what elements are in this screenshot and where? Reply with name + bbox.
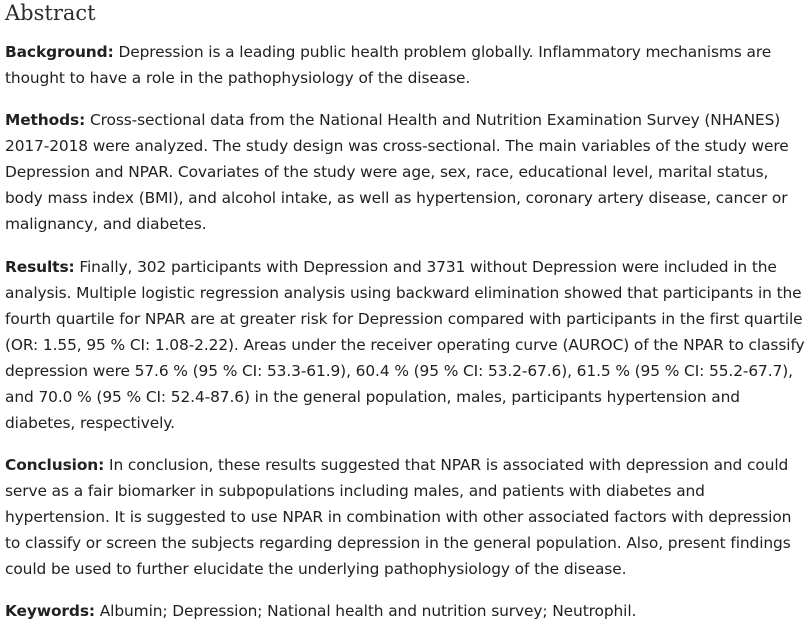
conclusion-paragraph [5, 452, 805, 582]
results-paragraph [5, 254, 805, 436]
abstract-section [5, 0, 805, 624]
conclusion-label: Conclusion: [5, 456, 105, 474]
conclusion-text: In conclusion, these results suggested that NPAR is associated with depression and could serve as a fair biomarker in subpopulations including males, and patients with diabetes and hypertension. It is suggested to use NPAR in combination with other associated factors with depression to classify or screen the subjects regarding depression in the general population. Also, present findings could be used to further elucidate the underlying pathophysiology of the disease. [5, 456, 792, 578]
background-label: Background: [5, 43, 114, 61]
results-text: Finally, 302 participants with Depression and 3731 without Depression were included in the analysis. Multiple logistic regression analysis using backward elimination showed that participants in the fourth quartile for NPAR are at greater risk for Depression compared with participants in the first quartile (OR: 1.55, 95 % CI: 1.08-2.22). Areas under the receiver operating curve (AUROC) of the NPAR to classify depression were 57.6 % (95 % CI: 53.3-61.9), 60.4 % (95 % CI: 53.2-67.6), 61.5 % (95 % CI: 55.2-67.7), and 70.0 % (95 % CI: 52.4-87.6) in the general population, males, participants hypertension and diabetes, respectively. [5, 258, 805, 432]
keywords-paragraph [5, 598, 805, 624]
keywords-label: Keywords: [5, 602, 95, 620]
results-label: Results: [5, 258, 75, 276]
methods-text: Cross-sectional data from the National Health and Nutrition Examination Survey (NHANES) 2017-2018 were analyzed. The study design was cross-sectional. The main variables of the study were Depression and NPAR. Covariates of the study were age, sex, race, educational level, marital status, body mass index (BMI), and alcohol intake, as well as hypertension, coronary artery disease, cancer or malignancy, and diabetes. [5, 111, 789, 233]
background-text: Depression is a leading public health problem globally. Inflammatory mechanisms are thought to have a role in the pathophysiology of the disease. [5, 43, 772, 87]
abstract-heading: Abstract [5, 1, 96, 25]
background-paragraph [5, 39, 805, 91]
methods-label: Methods: [5, 111, 86, 129]
methods-paragraph [5, 107, 805, 237]
keywords-text: Albumin; Depression; National health and nutrition survey; Neutrophil. [99, 602, 637, 620]
